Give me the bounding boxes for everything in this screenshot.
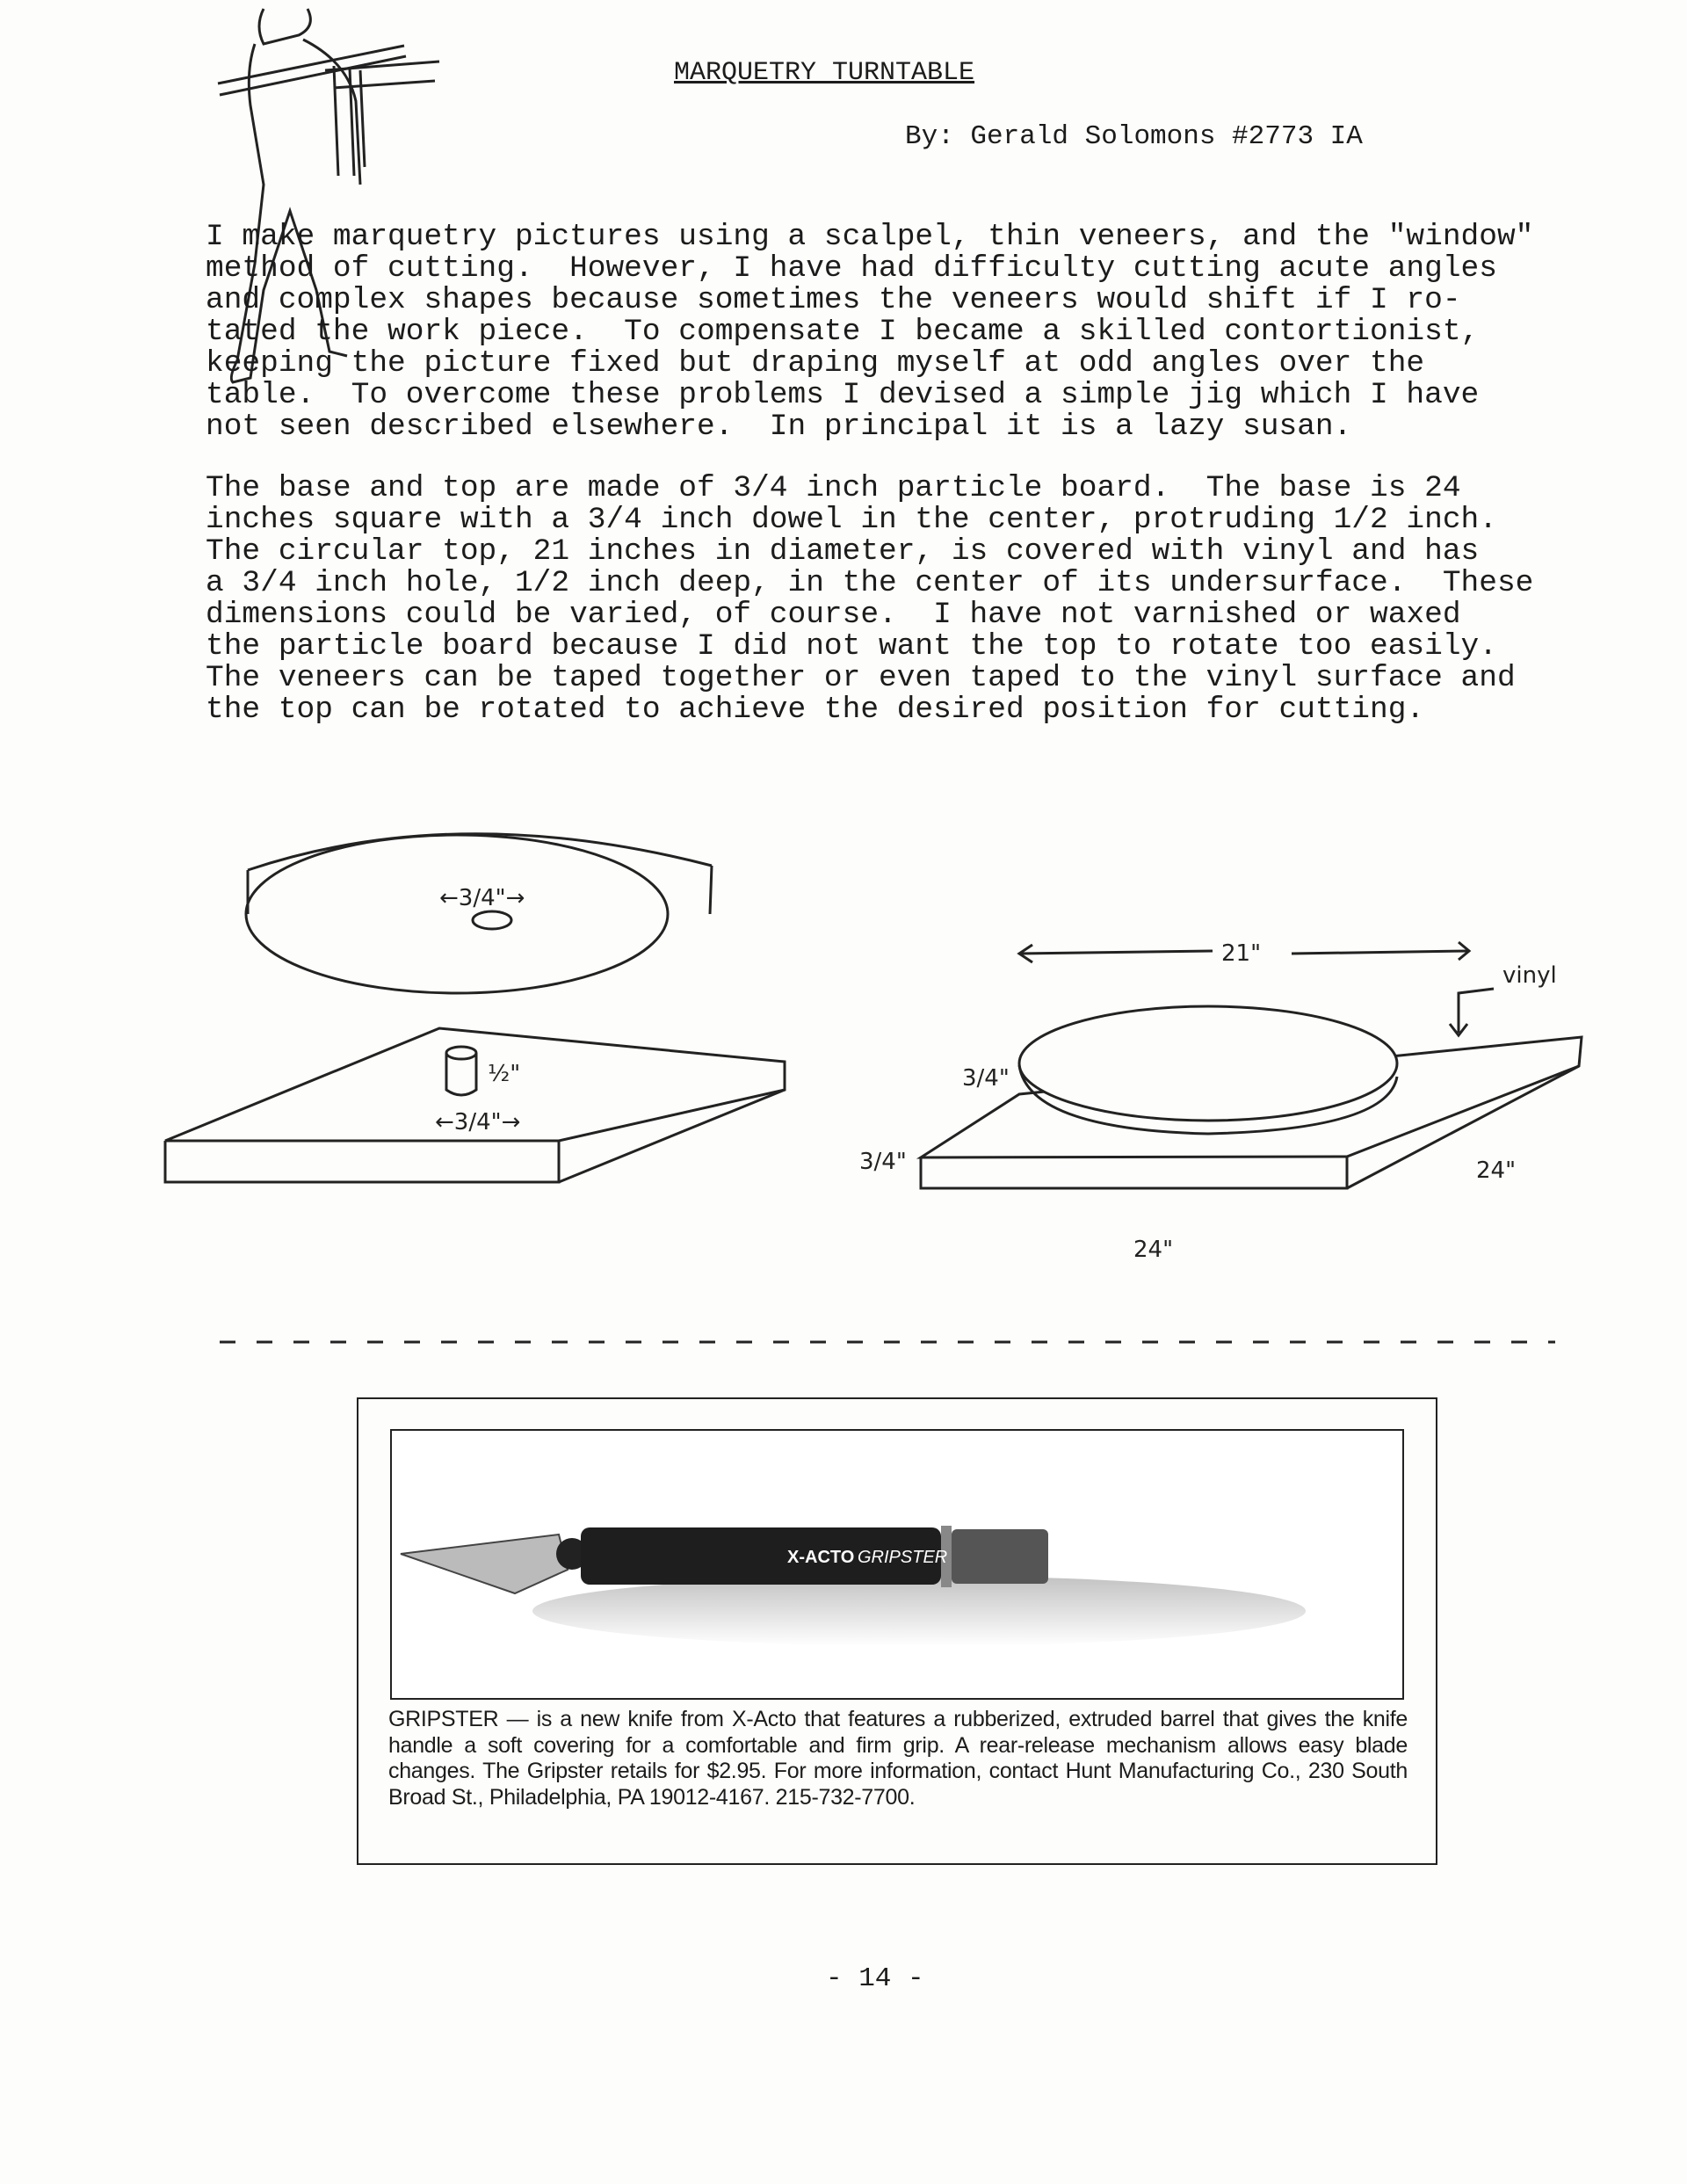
product-ad-box: [357, 1397, 1437, 1865]
article-title: MARQUETRY TURNTABLE: [674, 58, 975, 88]
dowel-height-label: ½": [488, 1061, 521, 1087]
turntable-top-drawing: [246, 834, 712, 993]
base-with-dowel-drawing: [165, 1028, 785, 1182]
assembled-turntable-drawing: [921, 942, 1582, 1188]
knife-model-label: GRIPSTER: [858, 1548, 948, 1567]
base-depth-label: 24": [1476, 1157, 1517, 1184]
product-photo: [390, 1429, 1404, 1700]
dowel-width-label: ←3/4"→: [435, 1109, 521, 1136]
base-width-label: 24": [1133, 1237, 1174, 1263]
knife-brand-label: X-ACTO: [787, 1548, 855, 1567]
base-thickness-label: 3/4": [859, 1149, 907, 1175]
vinyl-label: vinyl: [1502, 962, 1557, 989]
top-hole-label: ←3/4"→: [439, 885, 525, 911]
body-paragraph-2: The base and top are made of 3/4 inch particle board. The base is 24 inches square with a 3/4 inch dowel in the center, protruding 1/2 inch. The circular top, 21 inches in diameter, is covered with vinyl and has a 3/4 inch hole, 1/2 inch deep, in the center of its undersurface. These dimensions could be varied, of course. I have not varnished or waxed the particle board because I did not want the top to rotate too easily. The veneers can be taped together or even taped to the vinyl surface and the top can be rotated to achieve the desired position for cutting.: [206, 471, 1534, 727]
knife-blade: [401, 1535, 568, 1593]
knife-knurled-end: [952, 1529, 1048, 1584]
body-paragraph-1: I make marquetry pictures using a scalpel, thin veneers, and the "window" method of cutting. However, I have had difficulty cutting acute angles and complex shapes because sometimes the veneers would shift if I ro- tated the work piece. To compensate I became a skilled contortionist, keeping the picture fixed but draping myself at odd angles over the table. To overcome these problems I devised a simple jig which I have not seen described elsewhere. In principal it is a lazy susan.: [206, 220, 1534, 444]
article-byline: By: Gerald Solomons #2773 IA: [905, 121, 1363, 152]
page-number: - 14 -: [826, 1963, 924, 1994]
top-thickness-label: 3/4": [962, 1065, 1010, 1092]
product-caption: GRIPSTER — is a new knife from X-Acto that features a rubberized, extruded barrel that gives the knife handle a soft covering for a comfortable and firm grip. A rear-release mechanism allows easy blade changes. The Gripster retails for $2.95. For more information, contact Hunt Manufacturing Co., 230 South Broad St., Philadelphia, PA 19012-4167. 215-732-7700.: [388, 1707, 1408, 1810]
diameter-label: 21": [1221, 940, 1262, 967]
